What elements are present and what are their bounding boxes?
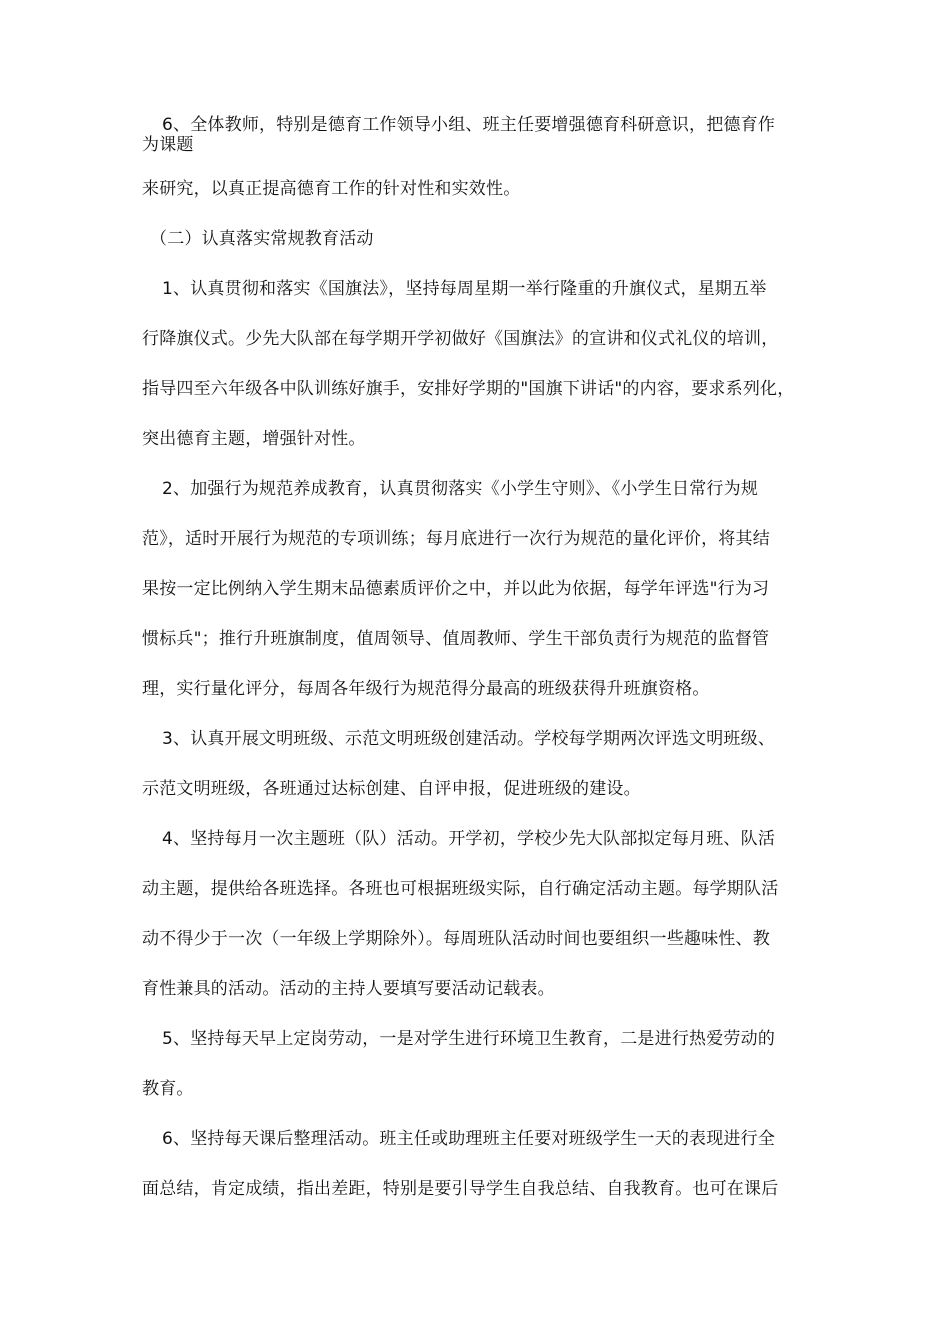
paragraph-line: 来研究，以真正提高德育工作的针对性和实效性。 <box>142 179 521 199</box>
paragraph-line: 行降旗仪式。少先大队部在每学期开学初做好《国旗法》的宣讲和仪式礼仪的培训， <box>142 329 779 349</box>
paragraph-line: 6、全体教师，特别是德育工作领导小组、班主任要增强德育科研意识，把德育作 <box>162 115 776 135</box>
paragraph-line: 动不得少于一次（一年级上学期除外）。每周班队活动时间也要组织一些趣味性、教 <box>142 929 770 949</box>
paragraph-line: 3、认真开展文明班级、示范文明班级创建活动。学校每学期两次评选文明班级、 <box>162 729 776 749</box>
paragraph-line: 面总结，肯定成绩，指出差距，特别是要引导学生自我总结、自我教育。也可在课后 <box>142 1179 779 1199</box>
paragraph-line: 育性兼具的活动。活动的主持人要填写要活动记载表。 <box>142 979 555 999</box>
paragraph-line: 为课题 <box>142 135 194 155</box>
paragraph-line: 4、坚持每月一次主题班（队）活动。开学初，学校少先大队部拟定每月班、队活 <box>162 829 776 849</box>
paragraph-line: 5、坚持每天早上定岗劳动，一是对学生进行环境卫生教育，二是进行热爱劳动的 <box>162 1029 776 1049</box>
section-heading: （二）认真落实常规教育活动 <box>150 229 374 249</box>
paragraph-line: 动主题，提供给各班选择。各班也可根据班级实际，自行确定活动主题。每学期队活 <box>142 879 779 899</box>
paragraph-line: 理，实行量化评分，每周各年级行为规范得分最高的班级获得升班旗资格。 <box>142 679 710 699</box>
paragraph-line: 范》，适时开展行为规范的专项训练；每月底进行一次行为规范的量化评价，将其结 <box>142 529 770 549</box>
paragraph-line: 示范文明班级，各班通过达标创建、自评申报，促进班级的建设。 <box>142 779 641 799</box>
paragraph-line: 惯标兵"；推行升班旗制度，值周领导、值周教师、学生干部负责行为规范的监督管 <box>142 629 770 649</box>
paragraph-line: 教育。 <box>142 1079 194 1099</box>
paragraph-line: 果按一定比例纳入学生期末品德素质评价之中，并以此为依据，每学年评选"行为习 <box>142 579 770 599</box>
paragraph-line: 6、坚持每天课后整理活动。班主任或助理班主任要对班级学生一天的表现进行全 <box>162 1129 776 1149</box>
paragraph-line: 突出德育主题，增强针对性。 <box>142 429 366 449</box>
paragraph-line: 2、加强行为规范养成教育，认真贯彻落实《小学生守则》、《小学生日常行为规 <box>162 479 759 499</box>
paragraph-line: 1、认真贯彻和落实《国旗法》，坚持每周星期一举行隆重的升旗仪式，星期五举 <box>162 279 767 299</box>
paragraph-line: 指导四至六年级各中队训练好旗手，安排好学期的"国旗下讲话"的内容，要求系列化， <box>142 379 795 399</box>
